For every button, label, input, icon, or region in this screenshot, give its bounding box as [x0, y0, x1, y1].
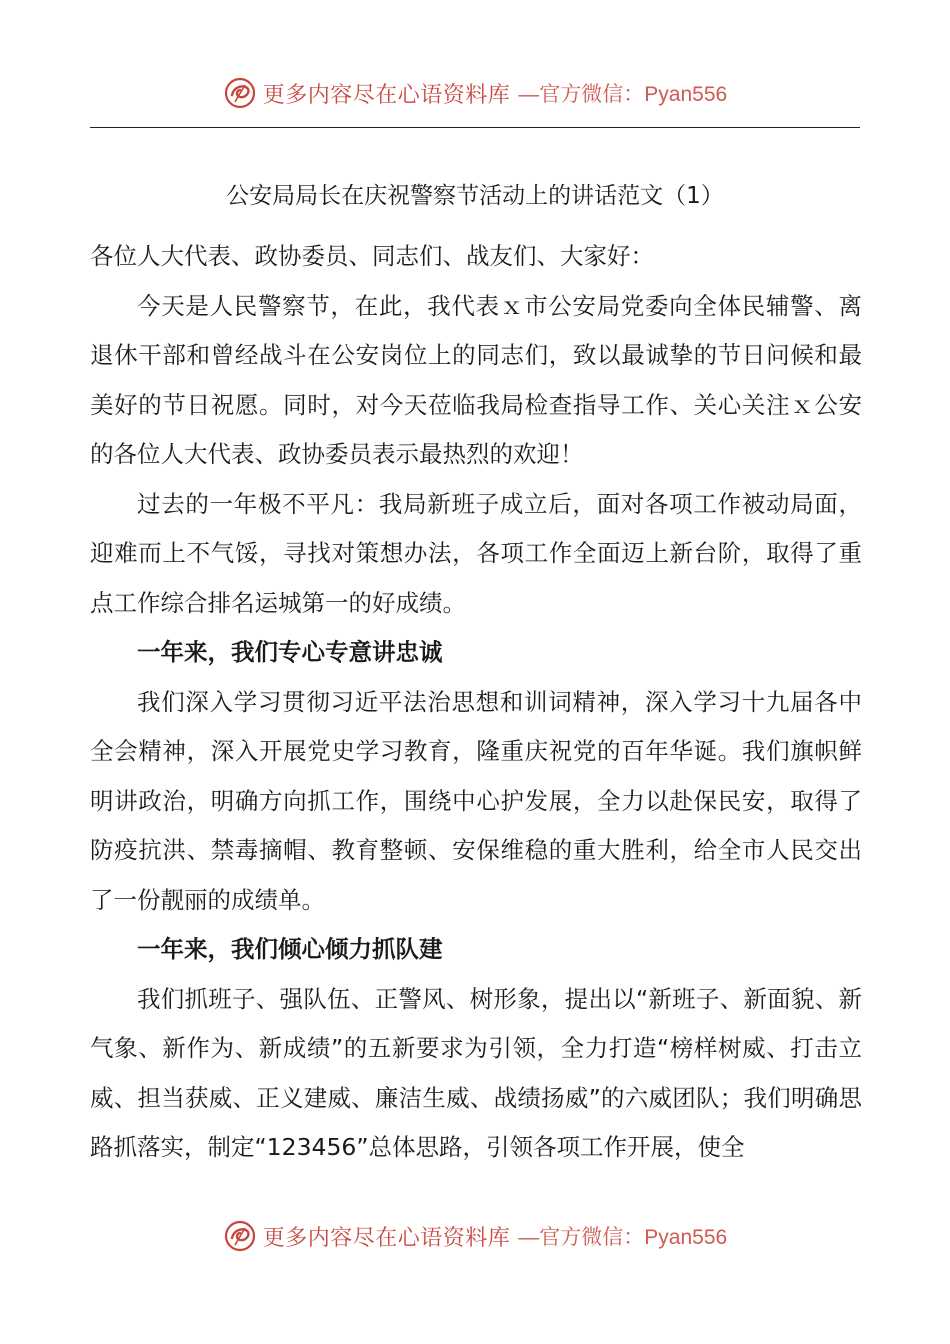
watermark-contact-text: —官方微信：Pyan556 [518, 83, 728, 106]
document-title: 公安局局长在庆祝警察节活动上的讲话范文（1） [226, 183, 724, 209]
watermark-contact-text: —官方微信：Pyan556 [518, 1226, 728, 1249]
section-heading-loyalty: 一年来，我们专心专意讲忠诚 [137, 638, 443, 666]
paragraph-opening: 今天是人民警察节，在此，我代表ｘ市公安局党委向全体民辅警、离退休干部和曾经战斗在公安岗位上的同志们，致以最诚挚的节日问候和最美好的节日祝愿。同时，对今天莅临我局检查指导工作、关心关注ｘ公安的各位人大代表、政协委员表示最热烈的欢迎！ [90, 291, 862, 468]
header-divider [90, 127, 860, 128]
header-watermark [0, 71, 950, 115]
section-heading-team-building: 一年来，我们倾心倾力抓队建 [137, 935, 443, 963]
paragraph-team-building: 我们抓班子、强队伍、正警风、树形象，提出以“新班子、新面貌、新气象、新作为、新成绩”的五新要求为引领，全力打造“榜样树威、打击立威、担当获威、正义建威、廉洁生威、战绩扬威”的六威团队；我们明确思路抓落实，制定“123456”总体思路，引领各项工作开展，使全 [90, 984, 862, 1161]
salutation: 各位人大代表、政协委员、同志们、战友们、大家好： [90, 242, 654, 270]
watermark-brand-text: 更多内容尽在心语资料库 [262, 82, 511, 108]
brand-logo-icon [223, 1219, 257, 1253]
watermark-brand-text: 更多内容尽在心语资料库 [262, 1225, 511, 1251]
paragraph-loyalty: 我们深入学习贯彻习近平法治思想和训词精神，深入学习十九届各中全会精神，深入开展党史学习教育，隆重庆祝党的百年华诞。我们旗帜鲜明讲政治，明确方向抓工作，围绕中心护发展，全力以赴保民安，取得了防疫抗洪、禁毒摘帽、教育整顿、安保维稳的重大胜利，给全市人民交出了一份靓丽的成绩单。 [90, 687, 862, 914]
brand-logo-icon [223, 76, 257, 110]
document-body [90, 232, 862, 1173]
footer-watermark [0, 1214, 950, 1258]
paragraph-review: 过去的一年极不平凡：我局新班子成立后，面对各项工作被动局面，迎难而上不气馁，寻找对策想办法，各项工作全面迈上新台阶，取得了重点工作综合排名运城第一的好成绩。 [90, 489, 862, 617]
